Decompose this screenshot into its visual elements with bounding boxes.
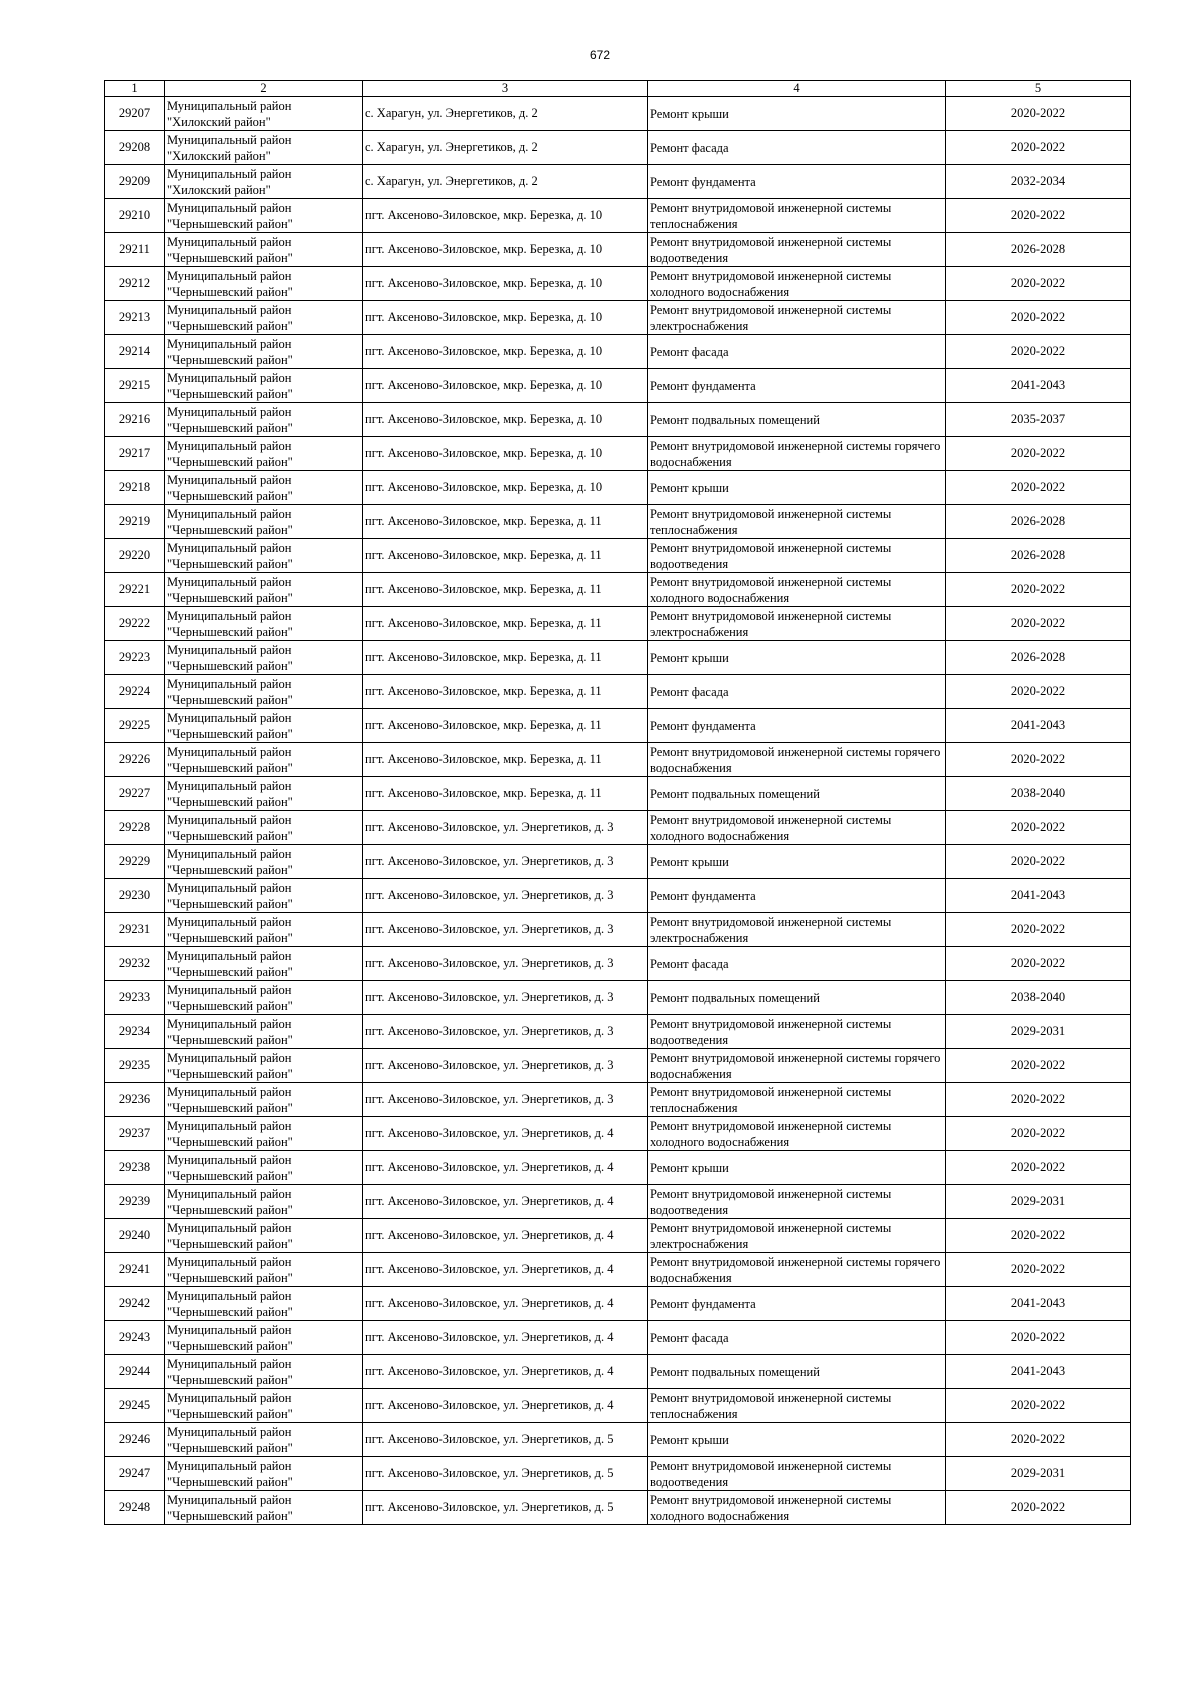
table-row — [105, 369, 1131, 403]
period-cell: 2020-2022 — [946, 1151, 1131, 1185]
period-cell: 2038-2040 — [946, 981, 1131, 1015]
column-header-5: 5 — [946, 81, 1131, 97]
row-number-cell: 29247 — [105, 1457, 165, 1491]
row-number-cell: 29224 — [105, 675, 165, 709]
address-cell: пгт. Аксеново-Зиловское, мкр. Березка, д. 11 — [363, 641, 648, 675]
period-cell: 2020-2022 — [946, 573, 1131, 607]
work-type-cell: Ремонт крыши — [648, 641, 946, 675]
address-cell: пгт. Аксеново-Зиловское, ул. Энергетиков, д. 3 — [363, 1015, 648, 1049]
work-type-cell: Ремонт внутридомовой инженерной системы электроснабжения — [648, 301, 946, 335]
address-cell: пгт. Аксеново-Зиловское, ул. Энергетиков, д. 3 — [363, 1083, 648, 1117]
row-number-cell: 29220 — [105, 539, 165, 573]
row-number-cell: 29237 — [105, 1117, 165, 1151]
table-row — [105, 471, 1131, 505]
table-row — [105, 267, 1131, 301]
table-row — [105, 539, 1131, 573]
address-cell: пгт. Аксеново-Зиловское, ул. Энергетиков, д. 3 — [363, 1049, 648, 1083]
row-number-cell: 29216 — [105, 403, 165, 437]
row-number-cell: 29235 — [105, 1049, 165, 1083]
work-type-cell: Ремонт подвальных помещений — [648, 403, 946, 437]
municipality-cell: Муниципальный район "Чернышевский район" — [165, 335, 363, 369]
municipality-cell: Муниципальный район "Чернышевский район" — [165, 301, 363, 335]
period-cell: 2029-2031 — [946, 1185, 1131, 1219]
work-type-cell: Ремонт крыши — [648, 1423, 946, 1457]
row-number-cell: 29225 — [105, 709, 165, 743]
table-row — [105, 811, 1131, 845]
municipality-cell: Муниципальный район "Чернышевский район" — [165, 539, 363, 573]
address-cell: пгт. Аксеново-Зиловское, ул. Энергетиков, д. 3 — [363, 947, 648, 981]
address-cell: пгт. Аксеново-Зиловское, мкр. Березка, д. 10 — [363, 267, 648, 301]
work-type-cell: Ремонт внутридомовой инженерной системы холодного водоснабжения — [648, 1491, 946, 1525]
row-number-cell: 29246 — [105, 1423, 165, 1457]
table-row — [105, 1049, 1131, 1083]
period-cell: 2020-2022 — [946, 471, 1131, 505]
work-type-cell: Ремонт внутридомовой инженерной системы водоотведения — [648, 539, 946, 573]
table-row — [105, 1117, 1131, 1151]
address-cell: с. Харагун, ул. Энергетиков, д. 2 — [363, 131, 648, 165]
work-type-cell: Ремонт внутридомовой инженерной системы холодного водоснабжения — [648, 573, 946, 607]
address-cell: пгт. Аксеново-Зиловское, мкр. Березка, д. 10 — [363, 403, 648, 437]
period-cell: 2020-2022 — [946, 1491, 1131, 1525]
address-cell: пгт. Аксеново-Зиловское, ул. Энергетиков, д. 4 — [363, 1389, 648, 1423]
address-cell: пгт. Аксеново-Зиловское, ул. Энергетиков, д. 4 — [363, 1321, 648, 1355]
table-row — [105, 505, 1131, 539]
work-type-cell: Ремонт крыши — [648, 1151, 946, 1185]
row-number-cell: 29245 — [105, 1389, 165, 1423]
work-type-cell: Ремонт внутридомовой инженерной системы теплоснабжения — [648, 1083, 946, 1117]
table-row — [105, 1083, 1131, 1117]
municipality-cell: Муниципальный район "Чернышевский район" — [165, 573, 363, 607]
work-type-cell: Ремонт внутридомовой инженерной системы водоотведения — [648, 1185, 946, 1219]
period-cell: 2041-2043 — [946, 1287, 1131, 1321]
address-cell: пгт. Аксеново-Зиловское, мкр. Березка, д. 11 — [363, 675, 648, 709]
municipality-cell: Муниципальный район "Чернышевский район" — [165, 1253, 363, 1287]
header-row — [105, 81, 1131, 97]
table-row — [105, 335, 1131, 369]
row-number-cell: 29218 — [105, 471, 165, 505]
period-cell: 2020-2022 — [946, 267, 1131, 301]
address-cell: пгт. Аксеново-Зиловское, мкр. Березка, д. 10 — [363, 301, 648, 335]
period-cell: 2020-2022 — [946, 1321, 1131, 1355]
row-number-cell: 29227 — [105, 777, 165, 811]
work-type-cell: Ремонт внутридомовой инженерной системы холодного водоснабжения — [648, 267, 946, 301]
period-cell: 2038-2040 — [946, 777, 1131, 811]
row-number-cell: 29219 — [105, 505, 165, 539]
table-row — [105, 981, 1131, 1015]
period-cell: 2032-2034 — [946, 165, 1131, 199]
municipality-cell: Муниципальный район "Чернышевский район" — [165, 777, 363, 811]
work-type-cell: Ремонт фундамента — [648, 879, 946, 913]
row-number-cell: 29228 — [105, 811, 165, 845]
table-row — [105, 641, 1131, 675]
address-cell: пгт. Аксеново-Зиловское, ул. Энергетиков, д. 5 — [363, 1423, 648, 1457]
table-row — [105, 1423, 1131, 1457]
period-cell: 2029-2031 — [946, 1457, 1131, 1491]
work-type-cell: Ремонт фундамента — [648, 1287, 946, 1321]
municipality-cell: Муниципальный район "Чернышевский район" — [165, 199, 363, 233]
work-type-cell: Ремонт крыши — [648, 845, 946, 879]
row-number-cell: 29238 — [105, 1151, 165, 1185]
row-number-cell: 29232 — [105, 947, 165, 981]
municipality-cell: Муниципальный район "Чернышевский район" — [165, 369, 363, 403]
municipality-cell: Муниципальный район "Чернышевский район" — [165, 233, 363, 267]
period-cell: 2029-2031 — [946, 1015, 1131, 1049]
address-cell: пгт. Аксеново-Зиловское, ул. Энергетиков, д. 4 — [363, 1287, 648, 1321]
period-cell: 2035-2037 — [946, 403, 1131, 437]
work-type-cell: Ремонт фундамента — [648, 165, 946, 199]
period-cell: 2020-2022 — [946, 845, 1131, 879]
table-row — [105, 1355, 1131, 1389]
municipality-cell: Муниципальный район "Хилокский район" — [165, 165, 363, 199]
period-cell: 2020-2022 — [946, 1049, 1131, 1083]
work-type-cell: Ремонт внутридомовой инженерной системы электроснабжения — [648, 607, 946, 641]
table-row — [105, 403, 1131, 437]
address-cell: пгт. Аксеново-Зиловское, ул. Энергетиков, д. 3 — [363, 913, 648, 947]
address-cell: пгт. Аксеново-Зиловское, мкр. Березка, д. 11 — [363, 709, 648, 743]
municipality-cell: Муниципальный район "Чернышевский район" — [165, 981, 363, 1015]
period-cell: 2020-2022 — [946, 1253, 1131, 1287]
work-type-cell: Ремонт фасада — [648, 1321, 946, 1355]
municipality-cell: Муниципальный район "Чернышевский район" — [165, 1185, 363, 1219]
municipality-cell: Муниципальный район "Чернышевский район" — [165, 471, 363, 505]
table-row — [105, 1389, 1131, 1423]
work-type-cell: Ремонт внутридомовой инженерной системы теплоснабжения — [648, 1389, 946, 1423]
period-cell: 2041-2043 — [946, 879, 1131, 913]
period-cell: 2020-2022 — [946, 1117, 1131, 1151]
row-number-cell: 29230 — [105, 879, 165, 913]
row-number-cell: 29215 — [105, 369, 165, 403]
row-number-cell: 29236 — [105, 1083, 165, 1117]
period-cell: 2020-2022 — [946, 743, 1131, 777]
period-cell: 2020-2022 — [946, 335, 1131, 369]
address-cell: пгт. Аксеново-Зиловское, ул. Энергетиков, д. 4 — [363, 1355, 648, 1389]
address-cell: пгт. Аксеново-Зиловское, мкр. Березка, д. 11 — [363, 607, 648, 641]
column-header-1: 1 — [105, 81, 165, 97]
column-header-4: 4 — [648, 81, 946, 97]
work-type-cell: Ремонт внутридомовой инженерной системы водоотведения — [648, 1015, 946, 1049]
table-row — [105, 845, 1131, 879]
work-type-cell: Ремонт внутридомовой инженерной системы водоотведения — [648, 233, 946, 267]
municipality-cell: Муниципальный район "Чернышевский район" — [165, 437, 363, 471]
row-number-cell: 29209 — [105, 165, 165, 199]
work-type-cell: Ремонт фасада — [648, 335, 946, 369]
address-cell: пгт. Аксеново-Зиловское, ул. Энергетиков, д. 4 — [363, 1253, 648, 1287]
address-cell: пгт. Аксеново-Зиловское, мкр. Березка, д. 10 — [363, 369, 648, 403]
row-number-cell: 29234 — [105, 1015, 165, 1049]
table-row — [105, 1321, 1131, 1355]
address-cell: пгт. Аксеново-Зиловское, ул. Энергетиков, д. 4 — [363, 1117, 648, 1151]
table-row — [105, 675, 1131, 709]
address-cell: пгт. Аксеново-Зиловское, ул. Энергетиков, д. 4 — [363, 1219, 648, 1253]
municipality-cell: Муниципальный район "Чернышевский район" — [165, 1457, 363, 1491]
municipality-cell: Муниципальный район "Хилокский район" — [165, 97, 363, 131]
row-number-cell: 29221 — [105, 573, 165, 607]
work-type-cell: Ремонт внутридомовой инженерной системы горячего водоснабжения — [648, 1253, 946, 1287]
work-type-cell: Ремонт внутридомовой инженерной системы электроснабжения — [648, 1219, 946, 1253]
period-cell: 2041-2043 — [946, 369, 1131, 403]
table-row — [105, 1185, 1131, 1219]
table-row — [105, 743, 1131, 777]
municipality-cell: Муниципальный район "Чернышевский район" — [165, 1049, 363, 1083]
table-row — [105, 233, 1131, 267]
period-cell: 2026-2028 — [946, 539, 1131, 573]
row-number-cell: 29226 — [105, 743, 165, 777]
work-type-cell: Ремонт внутридомовой инженерной системы горячего водоснабжения — [648, 743, 946, 777]
page-number: 672 — [589, 48, 611, 62]
period-cell: 2020-2022 — [946, 199, 1131, 233]
work-type-cell: Ремонт подвальных помещений — [648, 1355, 946, 1389]
row-number-cell: 29208 — [105, 131, 165, 165]
table-row — [105, 131, 1131, 165]
row-number-cell: 29217 — [105, 437, 165, 471]
address-cell: пгт. Аксеново-Зиловское, мкр. Березка, д. 11 — [363, 573, 648, 607]
work-type-cell: Ремонт внутридомовой инженерной системы теплоснабжения — [648, 199, 946, 233]
municipality-cell: Муниципальный район "Хилокский район" — [165, 131, 363, 165]
row-number-cell: 29244 — [105, 1355, 165, 1389]
address-cell: пгт. Аксеново-Зиловское, мкр. Березка, д. 11 — [363, 539, 648, 573]
period-cell: 2020-2022 — [946, 97, 1131, 131]
work-type-cell: Ремонт фундамента — [648, 369, 946, 403]
address-cell: пгт. Аксеново-Зиловское, ул. Энергетиков, д. 3 — [363, 879, 648, 913]
address-cell: пгт. Аксеново-Зиловское, мкр. Березка, д. 10 — [363, 233, 648, 267]
row-number-cell: 29240 — [105, 1219, 165, 1253]
address-cell: пгт. Аксеново-Зиловское, мкр. Березка, д. 10 — [363, 335, 648, 369]
table-row — [105, 1491, 1131, 1525]
address-cell: с. Харагун, ул. Энергетиков, д. 2 — [363, 165, 648, 199]
period-cell: 2020-2022 — [946, 131, 1131, 165]
period-cell: 2020-2022 — [946, 1219, 1131, 1253]
table-row — [105, 1457, 1131, 1491]
table-row — [105, 1253, 1131, 1287]
table-header — [105, 81, 1131, 97]
row-number-cell: 29207 — [105, 97, 165, 131]
address-cell: пгт. Аксеново-Зиловское, мкр. Березка, д. 10 — [363, 199, 648, 233]
municipality-cell: Муниципальный район "Чернышевский район" — [165, 1083, 363, 1117]
table-row — [105, 301, 1131, 335]
table-row — [105, 777, 1131, 811]
municipality-cell: Муниципальный район "Чернышевский район" — [165, 1117, 363, 1151]
municipality-cell: Муниципальный район "Чернышевский район" — [165, 913, 363, 947]
table-row — [105, 947, 1131, 981]
period-cell: 2041-2043 — [946, 709, 1131, 743]
address-cell: пгт. Аксеново-Зиловское, ул. Энергетиков, д. 4 — [363, 1151, 648, 1185]
municipality-cell: Муниципальный район "Чернышевский район" — [165, 1219, 363, 1253]
municipality-cell: Муниципальный район "Чернышевский район" — [165, 811, 363, 845]
table-row — [105, 913, 1131, 947]
registry-table — [104, 80, 1131, 1525]
period-cell: 2020-2022 — [946, 913, 1131, 947]
work-type-cell: Ремонт внутридомовой инженерной системы горячего водоснабжения — [648, 437, 946, 471]
address-cell: пгт. Аксеново-Зиловское, мкр. Березка, д. 11 — [363, 505, 648, 539]
municipality-cell: Муниципальный район "Чернышевский район" — [165, 675, 363, 709]
municipality-cell: Муниципальный район "Чернышевский район" — [165, 1151, 363, 1185]
work-type-cell: Ремонт крыши — [648, 471, 946, 505]
row-number-cell: 29222 — [105, 607, 165, 641]
row-number-cell: 29241 — [105, 1253, 165, 1287]
address-cell: пгт. Аксеново-Зиловское, мкр. Березка, д. 11 — [363, 777, 648, 811]
row-number-cell: 29242 — [105, 1287, 165, 1321]
work-type-cell: Ремонт внутридомовой инженерной системы теплоснабжения — [648, 505, 946, 539]
municipality-cell: Муниципальный район "Чернышевский район" — [165, 1015, 363, 1049]
table-row — [105, 437, 1131, 471]
table-row — [105, 1287, 1131, 1321]
address-cell: пгт. Аксеново-Зиловское, ул. Энергетиков, д. 3 — [363, 845, 648, 879]
period-cell: 2020-2022 — [946, 675, 1131, 709]
work-type-cell: Ремонт фасада — [648, 131, 946, 165]
address-cell: пгт. Аксеново-Зиловское, ул. Энергетиков, д. 5 — [363, 1491, 648, 1525]
work-type-cell: Ремонт фундамента — [648, 709, 946, 743]
row-number-cell: 29214 — [105, 335, 165, 369]
work-type-cell: Ремонт фасада — [648, 675, 946, 709]
municipality-cell: Муниципальный район "Чернышевский район" — [165, 1355, 363, 1389]
column-header-3: 3 — [363, 81, 648, 97]
row-number-cell: 29211 — [105, 233, 165, 267]
municipality-cell: Муниципальный район "Чернышевский район" — [165, 267, 363, 301]
municipality-cell: Муниципальный район "Чернышевский район" — [165, 641, 363, 675]
row-number-cell: 29223 — [105, 641, 165, 675]
table-row — [105, 1219, 1131, 1253]
period-cell: 2041-2043 — [946, 1355, 1131, 1389]
row-number-cell: 29210 — [105, 199, 165, 233]
work-type-cell: Ремонт внутридомовой инженерной системы электроснабжения — [648, 913, 946, 947]
table-row — [105, 1151, 1131, 1185]
work-type-cell: Ремонт внутридомовой инженерной системы холодного водоснабжения — [648, 1117, 946, 1151]
municipality-cell: Муниципальный район "Чернышевский район" — [165, 1287, 363, 1321]
municipality-cell: Муниципальный район "Чернышевский район" — [165, 1423, 363, 1457]
period-cell: 2020-2022 — [946, 607, 1131, 641]
work-type-cell: Ремонт внутридомовой инженерной системы водоотведения — [648, 1457, 946, 1491]
municipality-cell: Муниципальный район "Чернышевский район" — [165, 607, 363, 641]
period-cell: 2020-2022 — [946, 1083, 1131, 1117]
period-cell: 2020-2022 — [946, 1389, 1131, 1423]
period-cell: 2020-2022 — [946, 947, 1131, 981]
address-cell: пгт. Аксеново-Зиловское, мкр. Березка, д. 11 — [363, 743, 648, 777]
row-number-cell: 29213 — [105, 301, 165, 335]
table-row — [105, 165, 1131, 199]
table-body — [105, 97, 1131, 1525]
work-type-cell: Ремонт внутридомовой инженерной системы горячего водоснабжения — [648, 1049, 946, 1083]
row-number-cell: 29243 — [105, 1321, 165, 1355]
municipality-cell: Муниципальный район "Чернышевский район" — [165, 947, 363, 981]
municipality-cell: Муниципальный район "Чернышевский район" — [165, 505, 363, 539]
address-cell: пгт. Аксеново-Зиловское, ул. Энергетиков, д. 3 — [363, 811, 648, 845]
table-row — [105, 199, 1131, 233]
work-type-cell: Ремонт подвальных помещений — [648, 777, 946, 811]
municipality-cell: Муниципальный район "Чернышевский район" — [165, 1321, 363, 1355]
municipality-cell: Муниципальный район "Чернышевский район" — [165, 879, 363, 913]
address-cell: пгт. Аксеново-Зиловское, ул. Энергетиков, д. 3 — [363, 981, 648, 1015]
table-row — [105, 573, 1131, 607]
period-cell: 2020-2022 — [946, 301, 1131, 335]
municipality-cell: Муниципальный район "Чернышевский район" — [165, 743, 363, 777]
row-number-cell: 29248 — [105, 1491, 165, 1525]
row-number-cell: 29233 — [105, 981, 165, 1015]
municipality-cell: Муниципальный район "Чернышевский район" — [165, 845, 363, 879]
period-cell: 2026-2028 — [946, 233, 1131, 267]
period-cell: 2026-2028 — [946, 505, 1131, 539]
period-cell: 2020-2022 — [946, 811, 1131, 845]
period-cell: 2020-2022 — [946, 1423, 1131, 1457]
row-number-cell: 29231 — [105, 913, 165, 947]
period-cell: 2020-2022 — [946, 437, 1131, 471]
municipality-cell: Муниципальный район "Чернышевский район" — [165, 1491, 363, 1525]
address-cell: с. Харагун, ул. Энергетиков, д. 2 — [363, 97, 648, 131]
row-number-cell: 29239 — [105, 1185, 165, 1219]
table-row — [105, 97, 1131, 131]
municipality-cell: Муниципальный район "Чернышевский район" — [165, 709, 363, 743]
period-cell: 2026-2028 — [946, 641, 1131, 675]
column-header-2: 2 — [165, 81, 363, 97]
table-row — [105, 1015, 1131, 1049]
address-cell: пгт. Аксеново-Зиловское, мкр. Березка, д. 10 — [363, 437, 648, 471]
municipality-cell: Муниципальный район "Чернышевский район" — [165, 1389, 363, 1423]
address-cell: пгт. Аксеново-Зиловское, мкр. Березка, д. 10 — [363, 471, 648, 505]
table-row — [105, 607, 1131, 641]
row-number-cell: 29212 — [105, 267, 165, 301]
table-row — [105, 709, 1131, 743]
row-number-cell: 29229 — [105, 845, 165, 879]
municipality-cell: Муниципальный район "Чернышевский район" — [165, 403, 363, 437]
work-type-cell: Ремонт внутридомовой инженерной системы холодного водоснабжения — [648, 811, 946, 845]
address-cell: пгт. Аксеново-Зиловское, ул. Энергетиков, д. 5 — [363, 1457, 648, 1491]
table-row — [105, 879, 1131, 913]
work-type-cell: Ремонт подвальных помещений — [648, 981, 946, 1015]
work-type-cell: Ремонт крыши — [648, 97, 946, 131]
address-cell: пгт. Аксеново-Зиловское, ул. Энергетиков, д. 4 — [363, 1185, 648, 1219]
work-type-cell: Ремонт фасада — [648, 947, 946, 981]
